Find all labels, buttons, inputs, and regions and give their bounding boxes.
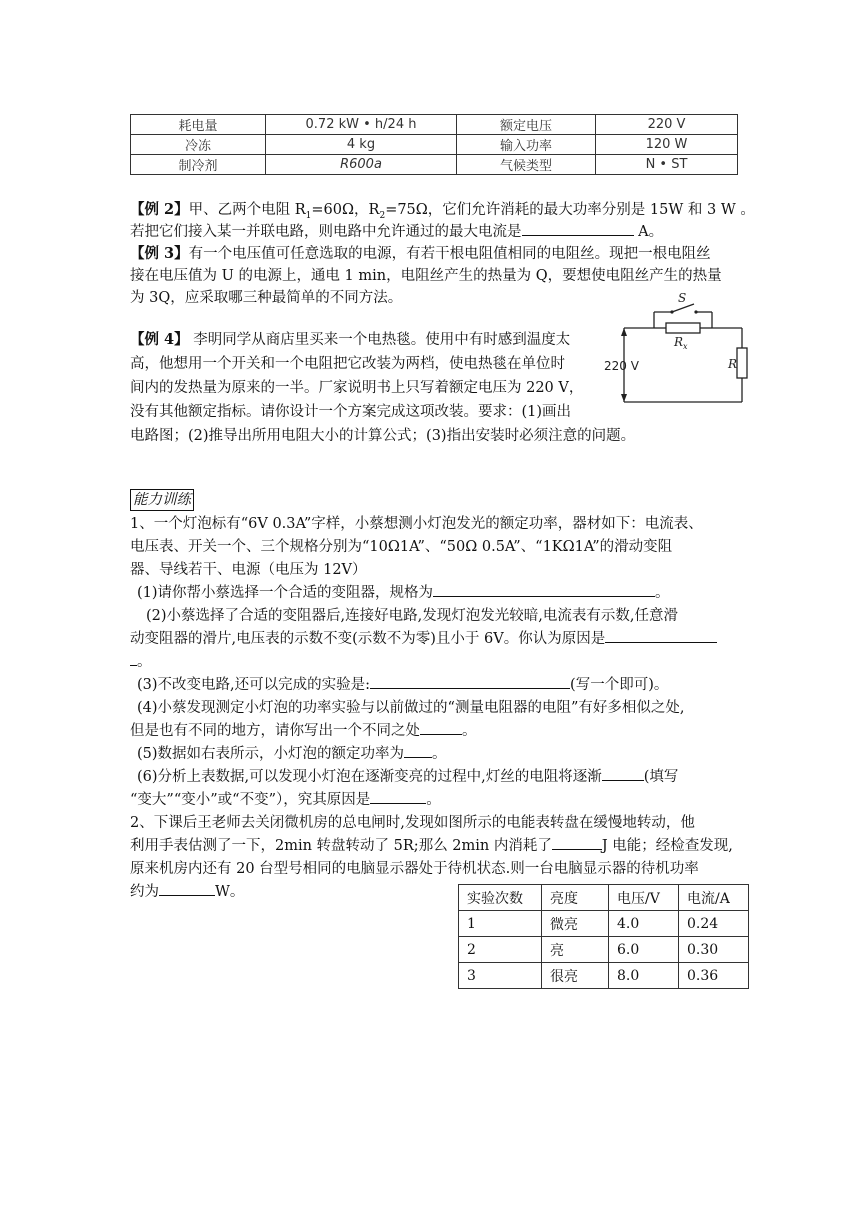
table-cell: 1 (459, 911, 542, 937)
answer-blank[interactable] (159, 881, 215, 896)
table-cell: 220 V (596, 115, 738, 135)
table-cell: 制冷剂 (131, 155, 266, 175)
q1-part-4-line-2 (130, 720, 477, 742)
text: 但是也有不同的地方，请你写出一个不同之处 (130, 723, 420, 739)
example-4-line-2: 高，他想用一个开关和一个电阻把它改装为两档，使电热毯在单位时 (130, 356, 565, 372)
table-row (459, 911, 749, 937)
text: 动变阻器的滑片,电压表的示数不变(示数不为零)且小于 6V。你认为原因是 (130, 631, 606, 647)
table-cell: 4 kg (266, 135, 457, 155)
table-cell: 耗电量 (131, 115, 266, 135)
table-cell: 6.0 (609, 937, 679, 963)
example-4-line-3: 间内的发热量为原来的一半。厂家说明书上只写着额定电压为 220 V， (130, 380, 584, 396)
table-cell: 0.30 (679, 937, 749, 963)
text: (写一个即可)。 (570, 677, 669, 693)
q2-line-1: 2、下课后王老师去关闭微机房的总电闸时,发现如图所示的电能表转盘在缓慢地转动，他 (130, 815, 695, 831)
answer-blank[interactable] (130, 651, 137, 666)
table-header-cell: 实验次数 (459, 885, 542, 911)
text: 约为 (130, 884, 159, 900)
example-2-line-2 (130, 221, 663, 243)
circuit-diagram (600, 290, 750, 410)
example-4-tag: 【例 4】 (130, 331, 189, 348)
example-2-tag: 【例 2】 (130, 201, 189, 218)
table-cell: 8.0 (609, 963, 679, 989)
table-cell: 亮 (542, 937, 609, 963)
answer-blank[interactable] (605, 628, 717, 643)
table-row (459, 963, 749, 989)
section-heading: 能力训练 (130, 489, 194, 511)
q2-line-2 (130, 835, 733, 857)
q1-part-3 (137, 674, 668, 696)
text: 若把它们接入某一并联电路，则电路中允许通过的最大电流是 (130, 224, 522, 240)
table-header-row (459, 885, 749, 911)
text: =75Ω，它们允许消耗的最大功率分别是 15W 和 3 W 。 (385, 202, 755, 218)
text: (5)数据如右表所示，小灯泡的额定功率为 (137, 746, 405, 762)
example-4-line-1 (130, 329, 570, 351)
rx-label: R (674, 335, 684, 349)
text: 李明同学从商店里买来一个电热毯。使用中有时感到温度太 (188, 332, 571, 348)
answer-blank[interactable] (404, 743, 432, 758)
text: 有一个电压值可任意选取的电源，有若干根电阻值相同的电阻丝。现把一根电阻丝 (188, 246, 711, 262)
data-table (458, 884, 749, 989)
example-4-line-4: 没有其他额定指标。请你设计一个方案完成这项改装。要求：(1)画出 (130, 404, 572, 420)
table-cell: 4.0 (609, 911, 679, 937)
text: 。 (137, 654, 152, 670)
table-row (131, 135, 738, 155)
text: J 电能；经检查发现, (601, 838, 733, 854)
rx-subscript: x (683, 342, 688, 351)
table-cell: 120 W (596, 135, 738, 155)
q1-part-6-line-2 (130, 789, 441, 811)
table-cell: 0.36 (679, 963, 749, 989)
table-cell: 3 (459, 963, 542, 989)
r-label: R (728, 357, 738, 371)
text: W。 (215, 884, 245, 900)
text: 。 (426, 792, 441, 808)
r-resistor (737, 348, 747, 378)
answer-blank[interactable] (370, 674, 570, 689)
table-cell: 额定电压 (457, 115, 596, 135)
text: 利用手表估测了一下，2min 转盘转动了 5R;那么 2min 内消耗了 (130, 838, 552, 854)
text: 甲、乙两个电阻 R (188, 202, 306, 218)
example-3-tag: 【例 3】 (130, 245, 189, 262)
rx-resistor (666, 323, 700, 333)
text: 。 (462, 723, 477, 739)
table-cell: 输入功率 (457, 135, 596, 155)
q1-line-3: 器、导线若干、电源（电压为 12V） (130, 562, 367, 578)
table-header-cell: 电压/V (609, 885, 679, 911)
answer-blank[interactable] (370, 789, 426, 804)
q1-part-2-line-1: (2)小蔡选择了合适的变阻器后,连接好电路,发现灯泡发光较暗,电流表有示数,任意滑 (146, 608, 678, 624)
example-3-line-2: 接在电压值为 U 的电源上，通电 1 min，电阻丝产生的热量为 Q，要想使电阻丝产生的热量 (130, 268, 722, 284)
text: A。 (638, 224, 664, 240)
q1-line-2: 电压表、开关一个、三个规格分别为“10Ω1A”、“50Ω 0.5A”、“1KΩ1A”的滑动变阻 (130, 539, 673, 555)
q1-part-2-line-3 (130, 651, 152, 673)
table-cell: 很亮 (542, 963, 609, 989)
q1-part-4-line-1: (4)小蔡发现测定小灯泡的功率实验与以前做过的“测量电阻器的电阻”有好多相似之处, (137, 700, 685, 716)
table-row (131, 115, 738, 135)
text: =60Ω，R (311, 202, 380, 218)
answer-blank[interactable] (433, 582, 655, 597)
q1-part-2-line-2 (130, 628, 717, 650)
voltage-label: 220 V (604, 359, 639, 373)
text: (3)不改变电路,还可以完成的实验是: (137, 677, 371, 693)
q2-line-3: 原来机房内还有 20 台型号相同的电脑显示器处于待机状态.则一台电脑显示器的待机功率 (130, 861, 699, 877)
table-header-cell: 电流/A (679, 885, 749, 911)
table-row (131, 155, 738, 175)
text: 。 (655, 585, 670, 601)
table-cell: 微亮 (542, 911, 609, 937)
text: “变大”“变小”或“不变”），究其原因是 (130, 792, 371, 808)
text: (6)分析上表数据,可以发现小灯泡在逐渐变亮的过程中,灯丝的电阻将逐渐 (137, 769, 602, 785)
table-cell: 2 (459, 937, 542, 963)
q1-part-1 (137, 582, 670, 604)
example-3-line-1 (130, 243, 711, 265)
q1-part-6-line-1 (137, 766, 678, 788)
text: (填写 (643, 769, 679, 785)
table-row (459, 937, 749, 963)
q2-line-4 (130, 881, 244, 903)
answer-blank[interactable] (420, 720, 462, 735)
q1-line-1: 1、一个灯泡标有“6V 0.3A”字样，小蔡想测小灯泡发光的额定功率，器材如下：电流表、 (130, 516, 703, 532)
table-cell: R600a (266, 155, 457, 175)
text: 。 (432, 746, 447, 762)
switch-label: S (678, 291, 687, 305)
table-cell: N • ST (596, 155, 738, 175)
q1-part-5 (137, 743, 447, 765)
subscript: 2 (379, 210, 386, 221)
table-header-cell: 亮度 (542, 885, 609, 911)
table-cell: 气候类型 (457, 155, 596, 175)
answer-blank[interactable] (552, 835, 602, 850)
subscript: 1 (305, 210, 312, 221)
example-4-line-5: 电路图；(2)推导出所用电阻大小的计算公式；(3)指出安装时必须注意的问题。 (130, 428, 636, 444)
example-3-line-3: 为 3Q，应采取哪三种最简单的不同方法。 (130, 290, 403, 306)
table-cell: 0.72 kW • h/24 h (266, 115, 457, 135)
table-cell: 0.24 (679, 911, 749, 937)
text: (1)请你帮小蔡选择一个合适的变阻器，规格为 (137, 585, 434, 601)
svg-text:Rx (673, 335, 688, 351)
answer-blank[interactable] (522, 221, 634, 236)
table-cell: 冷冻 (131, 135, 266, 155)
spec-table (130, 114, 738, 175)
answer-blank[interactable] (602, 766, 644, 781)
